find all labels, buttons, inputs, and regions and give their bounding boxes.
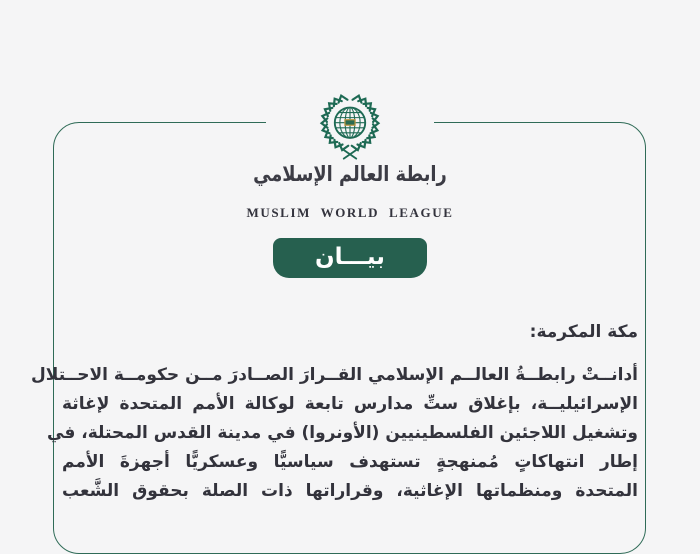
statement-line: أدانــتْ رابطــةُ العالــم الإسلامي القــرارَ الصــادرَ مــن حكومــة الاحــتلال (31, 365, 638, 385)
statement-body (31, 322, 638, 506)
logo-arabic-name: رابطة العالم الإسلامي (253, 162, 447, 186)
mwl-wreath-globe-icon (311, 86, 389, 168)
globe-icon (335, 108, 365, 138)
statement-banner (273, 238, 427, 278)
statement-line: الإسرائيليــة، بإغلاق ستِّ مدارس تابعة لوكالة الأمم المتحدة لإغاثة (62, 394, 638, 414)
statement-line: وتشغيل اللاجئين الفلسطينيين (الأونروا) في مدينة القدس المحتلة، في (47, 423, 638, 443)
statement-line: إطار انتهاكاتٍ مُمنهجةٍ تستهدف سياسيًّا وعسكريًّا أجهزةَ الأمم (62, 452, 638, 472)
statement-banner-label: بيـــان (315, 244, 385, 270)
kaaba-door-emblem (345, 120, 355, 125)
wreath-stems-icon (344, 150, 356, 159)
logo-english-name: MUSLIM WORLD LEAGUE (246, 205, 454, 220)
statement-line: المتحدة ومنظماتها الإغاثية، وقراراتها ذات الصلة بحقوق الشَّعب (62, 481, 638, 501)
dateline: مكة المكرمة: (529, 322, 638, 342)
